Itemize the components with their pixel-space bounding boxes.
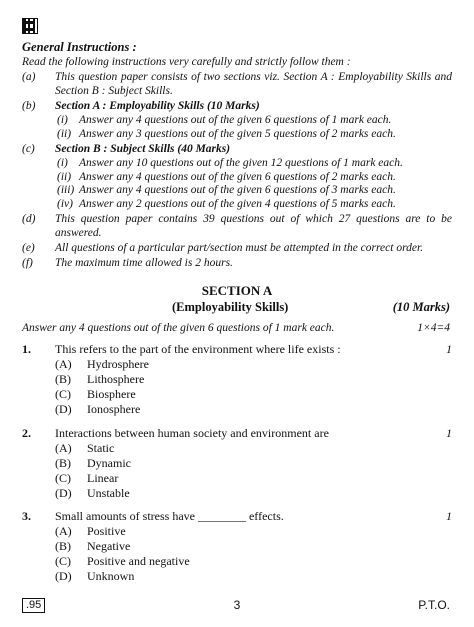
option-text: Biosphere bbox=[87, 387, 136, 401]
option-label: (B) bbox=[55, 539, 71, 553]
general-instructions-title: General Instructions : bbox=[22, 40, 137, 54]
instruction-text: This question paper consists of two sections viz. Section A : Employability Skills and Section B : Subject Skills. bbox=[55, 71, 452, 97]
question-mark: 1 bbox=[446, 509, 452, 523]
option bbox=[22, 402, 452, 417]
instruction-item bbox=[22, 99, 452, 113]
section-score: 1×4=4 bbox=[417, 322, 450, 334]
option-text: Negative bbox=[87, 539, 131, 553]
pto-label: P.T.O. bbox=[418, 598, 450, 612]
instruction-subitem bbox=[22, 198, 452, 212]
question-text: Small amounts of stress have ________ effects. bbox=[55, 509, 284, 523]
subitem-label: (ii) bbox=[57, 170, 72, 183]
instruction-label: (b) bbox=[22, 100, 36, 112]
option bbox=[22, 387, 452, 402]
subitem-label: (iv) bbox=[57, 197, 73, 210]
option-label: (C) bbox=[55, 554, 71, 568]
option-text: Ionosphere bbox=[87, 402, 141, 416]
instruction-item bbox=[22, 212, 452, 240]
instruction-text: All questions of a particular part/section must be attempted in the correct order. bbox=[55, 242, 424, 254]
option bbox=[22, 486, 452, 501]
option-text: Dynamic bbox=[87, 456, 131, 470]
paper-code: .95 bbox=[22, 598, 45, 613]
subitem-text: Answer any 10 questions out of the given 12 questions of 1 mark each. bbox=[79, 157, 403, 169]
question-3 bbox=[22, 509, 452, 584]
instruction-text: The maximum time allowed is 2 hours. bbox=[55, 257, 233, 269]
instruction-heading: Section B : Subject Skills (40 Marks) bbox=[55, 143, 231, 155]
option-label: (B) bbox=[55, 372, 71, 386]
option bbox=[22, 569, 452, 584]
question-number: 2. bbox=[22, 426, 31, 440]
option-label: (C) bbox=[55, 471, 71, 485]
general-instructions-intro: Read the following instructions very carefully and strictly follow them : bbox=[22, 56, 351, 68]
option-text: Static bbox=[87, 441, 115, 455]
option-label: (A) bbox=[55, 524, 72, 538]
option-label: (B) bbox=[55, 456, 71, 470]
subitem-text: Answer any 4 questions out of the given 6 questions of 2 marks each. bbox=[79, 170, 396, 183]
option-text: Hydrosphere bbox=[87, 357, 149, 371]
section-title: SECTION A bbox=[201, 283, 273, 298]
option-label: (A) bbox=[55, 357, 72, 371]
instruction-heading: Section A : Employability Skills (10 Marks) bbox=[55, 100, 260, 112]
option-text: Unknown bbox=[87, 569, 135, 583]
instruction-item bbox=[22, 70, 452, 98]
question-number: 1. bbox=[22, 342, 31, 356]
option-label: (D) bbox=[55, 569, 72, 583]
section-instruction: Answer any 4 questions out of the given 6 questions of 1 mark each. bbox=[22, 322, 335, 334]
section-subtitle: (Employability Skills) bbox=[172, 300, 289, 314]
instruction-label: (e) bbox=[22, 242, 35, 254]
instruction-subitem bbox=[22, 114, 452, 128]
page-number: 3 bbox=[233, 598, 241, 612]
option-text: Positive and negative bbox=[87, 554, 190, 568]
question-text: This refers to the part of the environment where life exists : bbox=[55, 342, 341, 356]
question-2 bbox=[22, 426, 452, 501]
question-mark: 1 bbox=[446, 342, 452, 356]
option-text: Linear bbox=[87, 471, 119, 485]
subitem-label: (iii) bbox=[57, 184, 75, 196]
subitem-text: Answer any 4 questions out of the given 6 questions of 3 marks each. bbox=[79, 184, 396, 196]
subitem-label: (i) bbox=[57, 114, 68, 126]
section-marks: (10 Marks) bbox=[392, 300, 450, 314]
instruction-subitem bbox=[22, 157, 452, 171]
qr-code-icon bbox=[22, 18, 38, 34]
question-mark: 1 bbox=[446, 426, 452, 440]
option-label: (D) bbox=[55, 486, 72, 500]
option bbox=[22, 554, 452, 569]
option bbox=[22, 357, 452, 372]
instruction-item bbox=[22, 256, 452, 270]
instruction-label: (d) bbox=[22, 213, 36, 225]
instruction-subitem bbox=[22, 128, 452, 142]
instruction-label: (a) bbox=[22, 71, 36, 83]
subitem-text: Answer any 4 questions out of the given 6 questions of 1 mark each. bbox=[79, 114, 392, 126]
subitem-text: Answer any 2 questions out of the given 4 questions of 5 marks each. bbox=[79, 197, 396, 210]
instruction-item bbox=[22, 241, 452, 255]
instruction-item bbox=[22, 142, 452, 156]
option-text: Lithosphere bbox=[87, 372, 145, 386]
option-label: (A) bbox=[55, 441, 72, 455]
question-text: Interactions between human society and environment are bbox=[55, 426, 329, 440]
option bbox=[22, 539, 452, 554]
subitem-label: (i) bbox=[57, 157, 68, 169]
option bbox=[22, 372, 452, 387]
instruction-label: (c) bbox=[22, 143, 35, 155]
option bbox=[22, 471, 452, 486]
option bbox=[22, 456, 452, 471]
instruction-text: This question paper contains 39 questions out of which 27 questions are to be answered. bbox=[55, 213, 452, 239]
option-label: (D) bbox=[55, 402, 72, 416]
question-number: 3. bbox=[22, 509, 31, 523]
instruction-subitem bbox=[22, 171, 452, 185]
question-1 bbox=[22, 342, 452, 417]
instruction-label: (f) bbox=[22, 257, 33, 269]
option-text: Unstable bbox=[87, 486, 130, 500]
general-instructions-list bbox=[22, 70, 452, 271]
subitem-label: (ii) bbox=[57, 127, 72, 140]
option bbox=[22, 524, 452, 539]
option bbox=[22, 441, 452, 456]
option-label: (C) bbox=[55, 387, 71, 401]
subitem-text: Answer any 3 questions out of the given 5 questions of 2 marks each. bbox=[79, 127, 396, 140]
option-text: Positive bbox=[87, 524, 126, 538]
instruction-subitem bbox=[22, 184, 452, 198]
